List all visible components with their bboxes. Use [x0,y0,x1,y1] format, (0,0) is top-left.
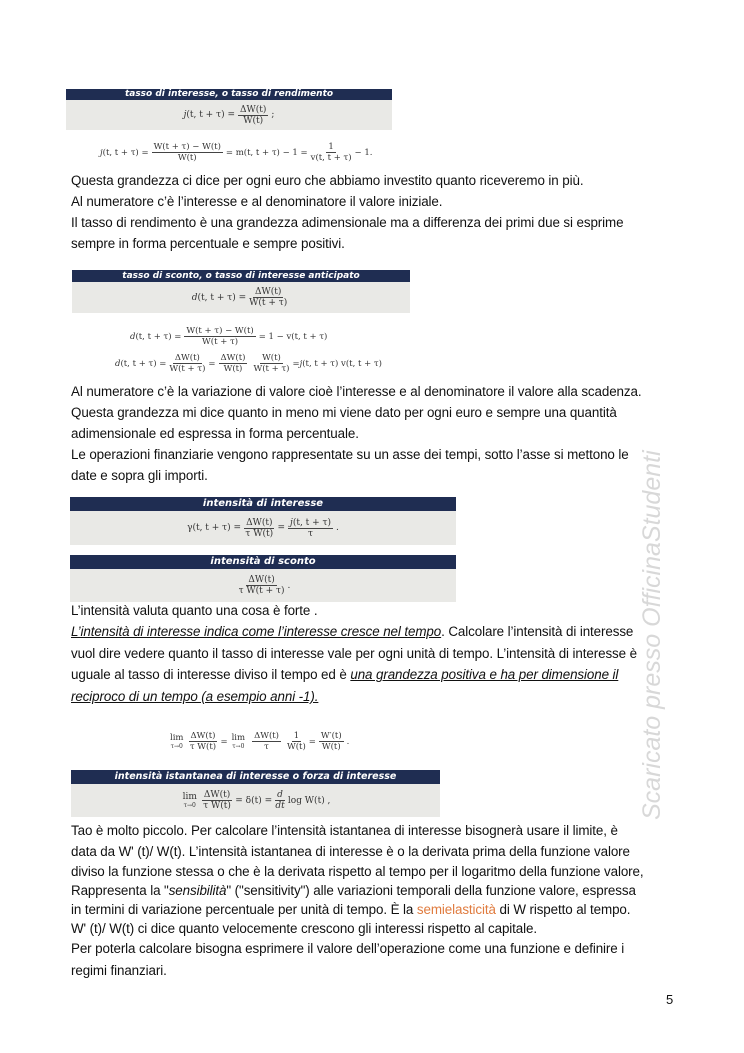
paragraph-line: vuol dire vedere quanto il tasso di interesse vale per ogni unità di tempo. L’intensità di interesse è [71,646,637,661]
box-formula: d (t, t + τ) = ΔW(t) W(t + τ) [191,287,288,308]
text: . Calcolare l’intensità di interesse [441,624,634,639]
paragraph-line: Per poterla calcolare bisogna esprimere il valore dell’operazione come una funzione e definire i [71,941,625,956]
box-title: tasso di interesse, o tasso di rendimento [66,89,392,100]
box-title: intensità di sconto [70,555,456,569]
formula-d-product: d (t, t + τ) = ΔW(t) W(t + τ) = ΔW(t) W(t) W(t) W(t + τ) = j (t, t + τ) v(t, t + τ) [115,353,382,374]
box-formula: ΔW(t) τ W(t + τ) . [238,575,291,596]
semielasticita-link[interactable]: semielasticità [416,902,496,917]
page-number: 5 [666,992,674,1007]
text: di W rispetto al tempo. [495,902,631,917]
paragraph-line: adimensionale ed espressa in forma percentuale. [71,426,359,441]
paragraph-line: W' (t)/ W(t) ci dice quanto velocemente crescono gli interessi rispetto al capitale. [71,921,537,936]
paragraph-line: date e sopra gli importi. [71,468,208,483]
text: " ("sensitivity") alle variazioni temporali della funzione valore, espressa [226,883,636,898]
formula-limit: lim τ→0 ΔW(t) τ W(t) = lim τ→0 ΔW(t) τ 1 W(t) = W′(t) W(t) . [170,731,350,752]
formula-box-interest-rate [66,89,392,130]
underlined-text: L’intensità di interesse indica come l’interesse cresce nel tempo [71,624,442,639]
box-title: intensità istantanea di interesse o forza di interesse [71,770,440,784]
underlined-text: reciproco di un tempo (a esempio anni -1). [71,689,319,704]
paragraph-line: regimi finanziari. [71,963,167,978]
text: Rappresenta la " [71,883,169,898]
paragraph-line: diviso la funzione stessa o che è la derivata rispetto al tempo per il logaritmo della funzione valore, [71,864,644,879]
formula-box-discount-intensity [70,555,456,602]
paragraph-line: Questa grandezza ci dice per ogni euro che abbiamo investito quanto riceveremo in più. [71,173,584,188]
paragraph-line: Il tasso di rendimento è una grandezza adimensionale ma a differenza dei primi due si esprime [71,215,624,230]
paragraph-line: Al numeratore c’è la variazione di valore cioè l’interesse e al denominatore il valore alla scadenza. [71,384,642,399]
paragraph-line: Questa grandezza mi dice quanto in meno mi viene dato per ogni euro e sempre una quantità [71,405,617,420]
formula-box-instant-intensity [71,770,440,817]
paragraph-line: Le operazioni finanziarie vengono rappresentate su un asse dei tempi, sotto l’asse si mettono le [71,447,629,462]
text: uguale al tasso di interesse diviso il tempo ed è [71,667,351,682]
box-formula: j (t, t + τ) = ΔW(t) W(t) ; [183,104,275,126]
watermark: Scaricato presso OfficinaStudenti [638,450,666,820]
paragraph-line: sempre in forma percentuale e sempre positivi. [71,236,345,251]
box-title: tasso di sconto, o tasso di interesse anticipato [72,270,410,282]
box-formula: γ(t, t + τ) = ΔW(t) τ W(t) = j(t, t + τ) τ . [187,517,339,539]
paragraph-line: L’intensità valuta quanto una cosa è forte . [71,603,318,618]
italic-text: sensibilità [168,883,227,898]
formula-j-expanded: j (t, t + τ) = W(t + τ) − W(t) W(t) = m(t, t + τ) − 1 = 1 v(t, t + τ) − 1. [100,142,373,163]
text: in termini di variazione percentuale per unità di tempo. È la [71,902,417,917]
formula-box-discount-rate [72,270,410,313]
box-title: intensità di interesse [70,497,456,511]
paragraph-line [71,686,318,707]
paragraph-line [71,664,618,685]
paragraph-line: Al numeratore c’è l’interesse e al denominatore il valore iniziale. [71,194,443,209]
formula-d-expanded: d (t, t + τ) = W(t + τ) − W(t) W(t + τ) = 1 − v(t, t + τ) [130,326,328,347]
underlined-text: una grandezza positiva e ha per dimensione il [350,667,619,682]
paragraph-line: Tao è molto piccolo. Per calcolare l’intensità istantanea di interesse bisognerà usare il limite, è [71,823,618,838]
paragraph-line [71,621,633,642]
paragraph-line: data da W' (t)/ W(t). L’intensità istantanea di interesse è o la derivata prima della funzione valore [71,844,630,859]
box-formula: lim τ→0 ΔW(t) τ W(t) = δ(t) = d dt log W(t) , [182,790,331,811]
formula-box-interest-intensity [70,497,456,545]
